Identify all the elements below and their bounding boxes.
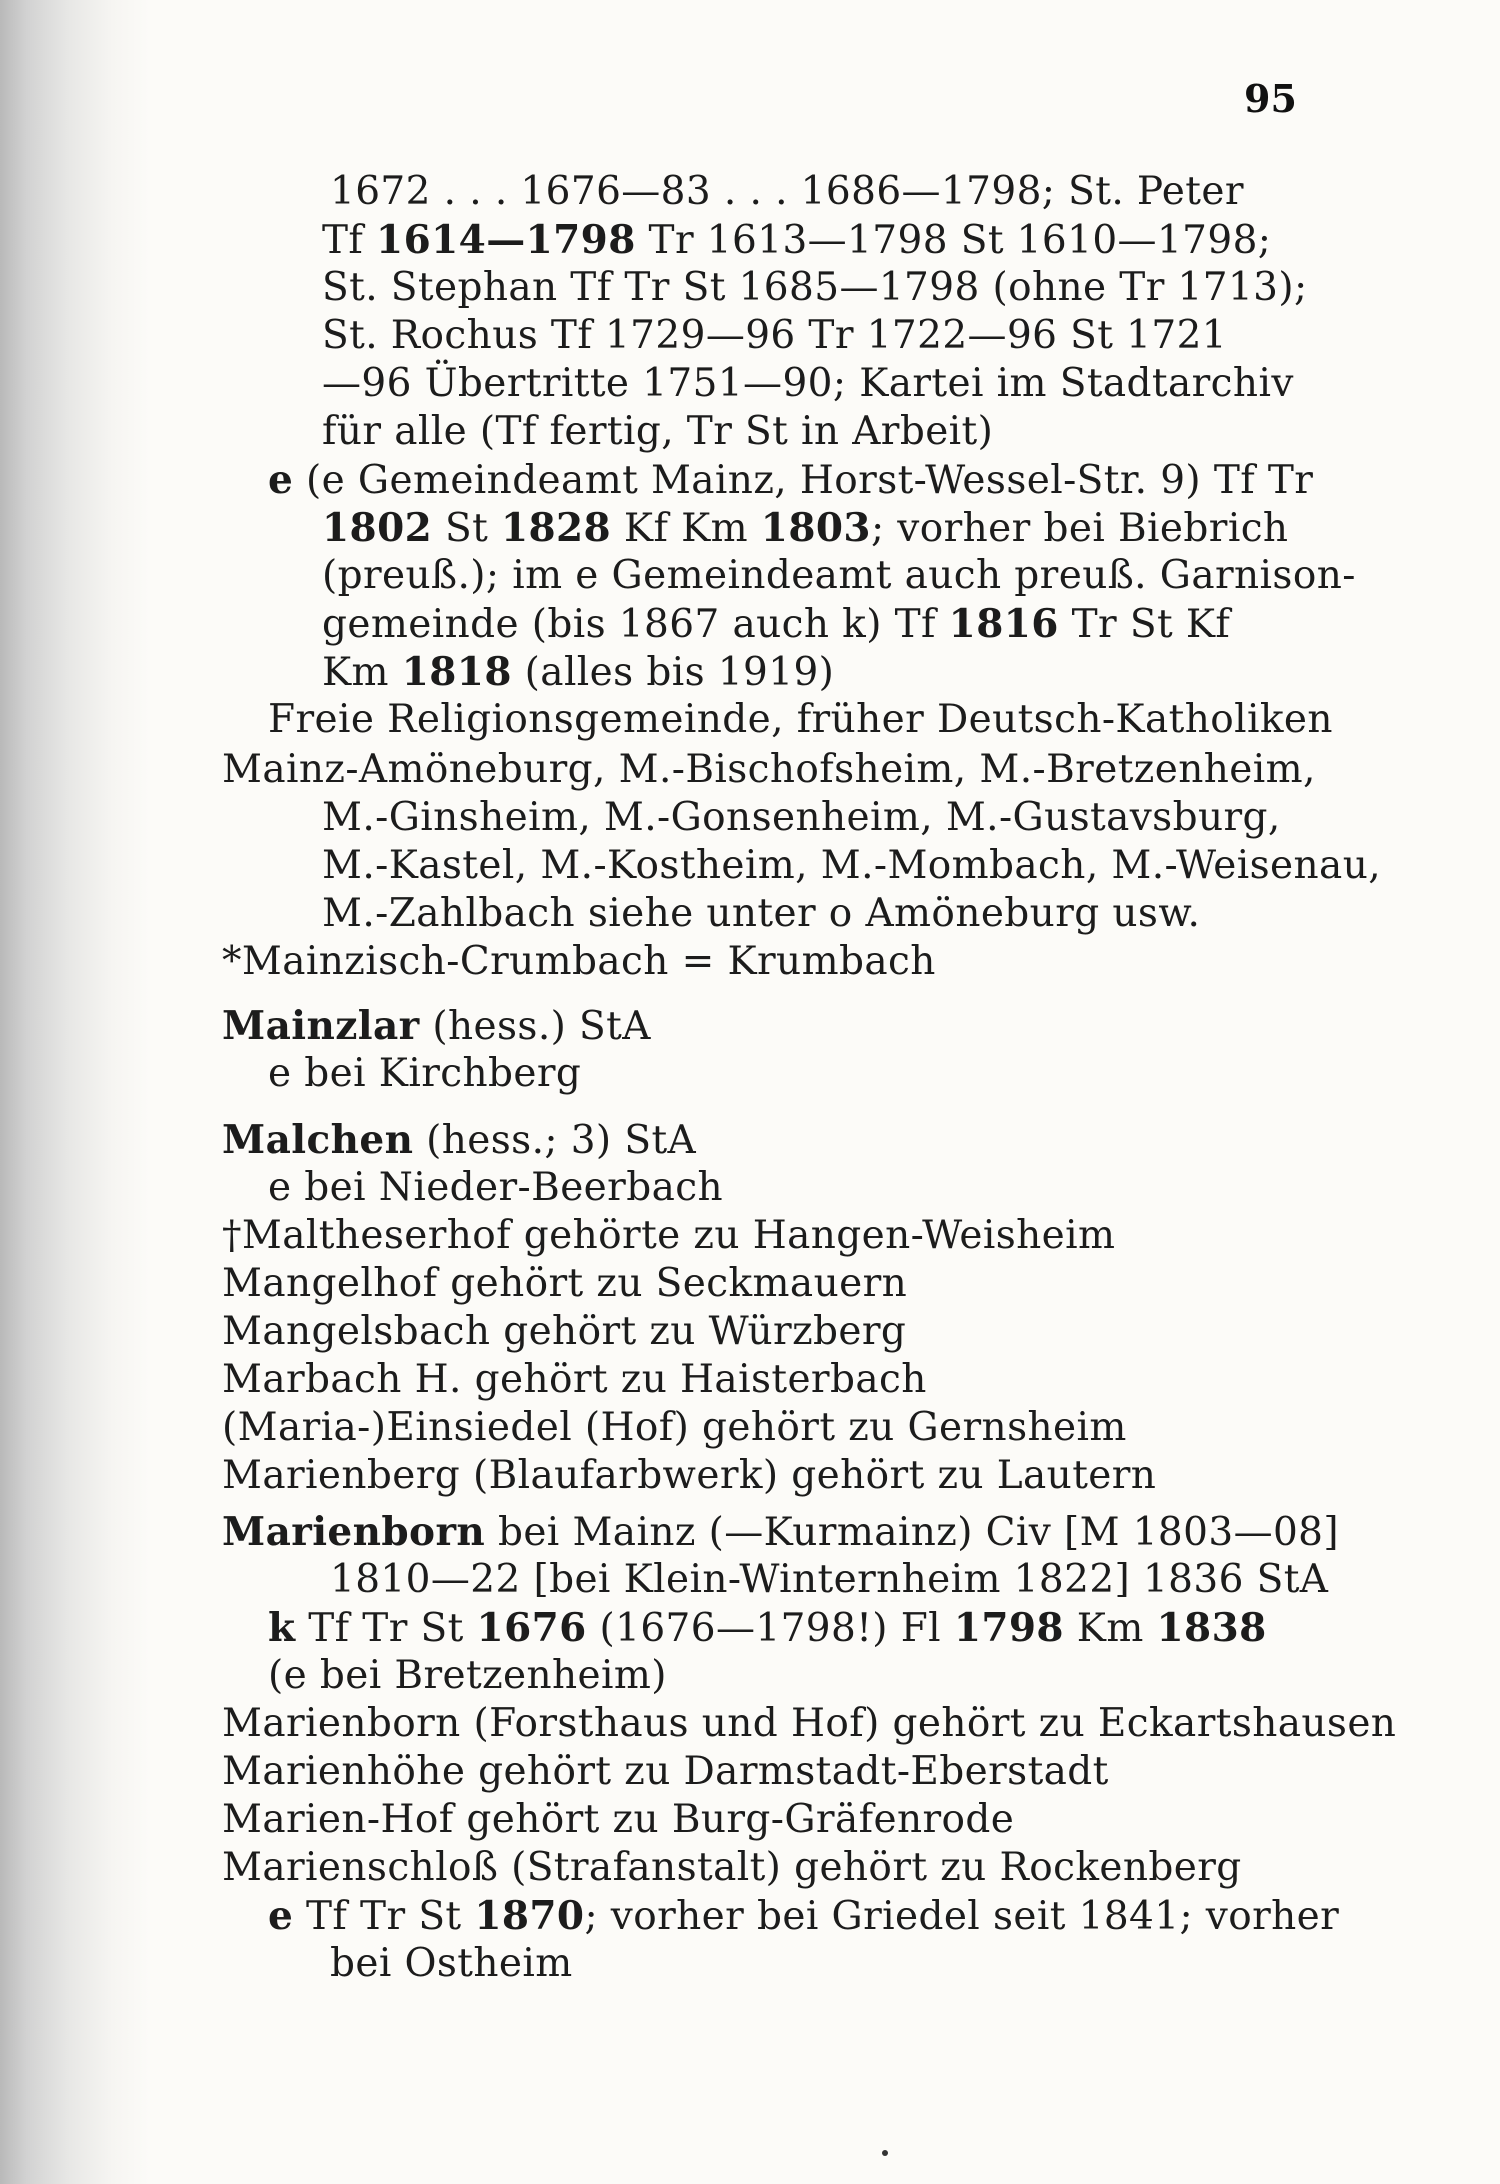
text-run: M.-Kastel, M.-Kostheim, M.-Mombach, M.-Weisenau, (322, 843, 1382, 888)
text-run: gemeinde (bis 1867 auch k) Tf (322, 602, 949, 647)
entry-line (222, 1260, 907, 1308)
bold-run: 1798 (953, 1605, 1064, 1651)
text-run: Marienborn (Forsthaus und Hof) gehört zu Eckartshausen (222, 1701, 1397, 1746)
entry-line (322, 842, 1381, 890)
text-run: St. Rochus Tf 1729—96 Tr 1722—96 St 1721 (322, 313, 1228, 358)
text-run: e bei Nieder-Beerbach (268, 1165, 723, 1210)
entry-line (322, 648, 834, 697)
text-run: Mangelhof gehört zu Seckmauern (222, 1261, 908, 1306)
entry-line (268, 1604, 1267, 1653)
bold-run: 1828 (500, 505, 612, 551)
text-run: St. Stephan Tf Tr St 1685—1798 (ohne Tr 1713); (322, 265, 1308, 310)
bold-run: Malchen (222, 1117, 414, 1163)
entry-line (222, 1508, 1339, 1557)
entry-line (222, 1404, 1127, 1452)
bold-run: e (268, 1893, 294, 1939)
text-run: für alle (Tf fertig, Tr St in Arbeit) (322, 409, 994, 454)
text-run: ; vorher bei Griedel seit 1841; vorher (584, 1894, 1340, 1939)
entry-line (268, 696, 1333, 744)
entry-line (322, 312, 1227, 360)
entry-line (222, 938, 936, 986)
text-run: Marbach H. gehört zu Haisterbach (222, 1357, 927, 1402)
entry-line (322, 360, 1294, 408)
entry-line (222, 746, 1316, 794)
text-run: St (432, 506, 501, 551)
entry-line (222, 1002, 651, 1051)
entry-line (322, 600, 1230, 649)
text-run: Tf Tr St (295, 1606, 477, 1651)
text-run: *Mainzisch-Crumbach = Krumbach (222, 939, 936, 984)
entry-line (322, 264, 1308, 312)
bold-run: Mainzlar (222, 1003, 420, 1049)
text-run: bei Mainz (—Kurmainz) Civ [M 1803—08] (485, 1510, 1340, 1555)
text-run: 1810—22 [bei Klein-Winternheim 1822] 1836 StA (330, 1557, 1329, 1602)
text-run: (e Gemeindeamt Mainz, Horst-Wessel-Str. 9) Tf Tr (293, 458, 1314, 503)
entry-line (268, 1652, 667, 1700)
text-run: Marien-Hof gehört zu Burg-Gräfenrode (222, 1797, 1015, 1842)
entry-line (222, 1356, 927, 1404)
bold-run: 1816 (948, 601, 1059, 647)
entry-line (222, 1700, 1396, 1748)
text-run: (1676—1798!) Fl (586, 1606, 954, 1651)
bold-run: 1803 (760, 505, 871, 551)
bold-run: 1676 (476, 1605, 587, 1651)
text-run: (e bei Bretzenheim) (268, 1653, 667, 1698)
text-run: Tf Tr St (293, 1894, 475, 1939)
text-run: Km (1063, 1606, 1157, 1651)
entry-line (330, 1940, 573, 1988)
bold-run: 1818 (401, 649, 512, 695)
entry-line (222, 1452, 1156, 1500)
text-run: e bei Kirchberg (268, 1051, 582, 1096)
entry-line (222, 1212, 1115, 1260)
bold-run: 1802 (322, 505, 433, 551)
entry-line (222, 1116, 696, 1165)
entry-line (330, 168, 1244, 216)
entry-line (322, 794, 1281, 842)
text-run: (preuß.); im e Gemeindeamt auch preuß. Garnison- (322, 553, 1356, 598)
text-run: —96 Übertritte 1751—90; Kartei im Stadtarchiv (322, 361, 1294, 406)
entry-line (330, 1556, 1328, 1604)
bold-run: 1870 (474, 1893, 585, 1939)
text-run: M.-Ginsheim, M.-Gonsenheim, M.-Gustavsburg, (322, 795, 1281, 840)
text-run: Marienberg (Blaufarbwerk) gehört zu Lautern (222, 1453, 1157, 1498)
entry-line (268, 456, 1313, 505)
text-run: (alles bis 1919) (511, 650, 835, 695)
entry-line (222, 1748, 1109, 1796)
entry-line (322, 504, 1288, 553)
entry-line (322, 408, 993, 456)
bold-run: k (268, 1605, 296, 1651)
text-run: (hess.; 3) StA (413, 1118, 697, 1163)
bold-run: Marienborn (222, 1509, 486, 1555)
text-run: Marienhöhe gehört zu Darmstadt-Eberstadt (222, 1749, 1109, 1794)
text-run: †Maltheserhof gehörte zu Hangen-Weisheim (222, 1213, 1116, 1258)
entry-line (322, 216, 1271, 265)
bold-run: e (268, 457, 294, 503)
text-run: Tr St Kf (1058, 602, 1231, 647)
entry-line (268, 1892, 1339, 1941)
entry-line (268, 1164, 723, 1212)
entry-line (322, 890, 1200, 938)
entry-line (322, 552, 1356, 600)
text-run: Marienschloß (Strafanstalt) gehört zu Rockenberg (222, 1845, 1242, 1890)
entry-line (222, 1308, 906, 1356)
text-run: (hess.) StA (419, 1004, 651, 1049)
text-run: Freie Religionsgemeinde, früher Deutsch-Katholiken (268, 697, 1333, 742)
text-run: Mainz-Amöneburg, M.-Bischofsheim, M.-Bretzenheim, (222, 747, 1316, 792)
entry-line (268, 1050, 581, 1098)
text-run: ; vorher bei Biebrich (870, 506, 1289, 551)
text-run: Mangelsbach gehört zu Würzberg (222, 1309, 907, 1354)
entry-line (222, 1844, 1242, 1892)
text-run: Tf (322, 218, 377, 263)
entry-line (222, 1796, 1014, 1844)
text-run: (Maria-)Einsiedel (Hof) gehört zu Gernsheim (222, 1405, 1127, 1450)
text-run: 1672 . . . 1676—83 . . . 1686—1798; St. Peter (330, 169, 1244, 214)
page-number: 95 (1244, 76, 1297, 121)
bold-run: 1838 (1156, 1605, 1267, 1651)
text-run: Kf Km (611, 506, 761, 551)
text-run: bei Ostheim (330, 1941, 573, 1986)
text-run: Km (322, 650, 402, 695)
text-run: M.-Zahlbach siehe unter o Amöneburg usw. (322, 891, 1201, 936)
print-speck (882, 2150, 888, 2156)
text-run: Tr 1613—1798 St 1610—1798; (635, 218, 1272, 263)
bold-run: 1614—1798 (376, 217, 636, 263)
